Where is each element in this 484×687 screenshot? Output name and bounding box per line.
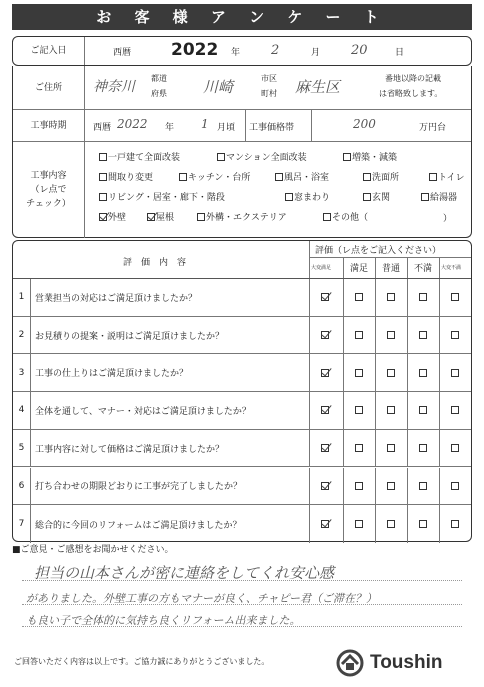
house-icon <box>336 649 364 677</box>
work-option[interactable] <box>99 170 153 183</box>
rating-checkbox[interactable] <box>387 406 395 414</box>
rating-checkbox[interactable] <box>321 520 329 528</box>
checkbox[interactable] <box>363 193 371 201</box>
rating-checkbox[interactable] <box>355 369 363 377</box>
checkbox[interactable] <box>285 193 293 201</box>
rating-column-header: 不満 <box>414 264 433 274</box>
rating-checkbox[interactable] <box>355 444 363 452</box>
question-number: 7 <box>13 505 31 543</box>
period-row <box>13 110 471 142</box>
question-number: 1 <box>13 279 31 316</box>
address-label: ご住所 <box>13 66 85 109</box>
checkbox[interactable] <box>323 213 331 221</box>
rating-checkbox[interactable] <box>451 406 459 414</box>
comment-line-3[interactable]: も良い子で全体的に気持ち良くリフォーム出来ました。 <box>26 614 301 627</box>
rating-checkbox[interactable] <box>419 520 427 528</box>
rating-checkbox[interactable] <box>451 331 459 339</box>
work-option[interactable] <box>217 150 307 163</box>
date-month-unit: 月 <box>311 48 321 58</box>
work-option-label: 洗面所 <box>372 173 400 183</box>
evaluation-table <box>12 240 472 542</box>
rating-checkbox[interactable] <box>387 293 395 301</box>
checkbox[interactable] <box>429 173 437 181</box>
work-option-label: 外壁 <box>108 213 127 223</box>
rating-checkbox[interactable] <box>321 331 329 339</box>
rating-checkbox[interactable] <box>451 482 459 490</box>
address-pref-unit-top: 都道 <box>151 74 167 83</box>
work-option-label: 間取り変更 <box>108 173 154 183</box>
address-city-unit-bottom: 町村 <box>261 89 277 98</box>
work-other-close: ） <box>443 214 453 224</box>
comments-section <box>12 542 472 642</box>
question-text: 総合的に今回のリフォームはご満足頂けましたか？ <box>35 520 242 531</box>
rating-checkbox[interactable] <box>387 520 395 528</box>
price-unit: 万円台 <box>419 123 447 133</box>
work-option-label: マンション全面改装 <box>226 153 307 163</box>
period-month-unit: 月頃 <box>217 123 236 133</box>
work-option-label: 一戸建て全面改装 <box>108 153 181 163</box>
question-row <box>13 317 471 355</box>
date-month[interactable]: 2 <box>271 43 280 58</box>
rating-checkbox[interactable] <box>355 520 363 528</box>
question-row <box>13 392 471 430</box>
work-option[interactable] <box>343 150 397 163</box>
question-text: お見積りの提案・説明はご満足頂けましたか？ <box>35 331 225 342</box>
evaluation-header-left: 評 価 内 容 <box>123 258 187 268</box>
rating-checkbox[interactable] <box>355 293 363 301</box>
work-option-label: 屋根 <box>156 213 175 223</box>
work-option[interactable] <box>99 150 180 163</box>
question-row <box>13 468 471 506</box>
rating-column-header: 満足 <box>350 264 369 274</box>
work-option[interactable] <box>197 210 287 223</box>
work-option-label: 給湯器 <box>430 193 458 203</box>
checkbox[interactable] <box>343 153 351 161</box>
work-option[interactable] <box>363 190 390 203</box>
question-row <box>13 430 471 468</box>
work-option[interactable] <box>429 170 465 183</box>
question-text: 工事内容に対して価格はご満足頂けましたか？ <box>35 444 225 455</box>
address-city[interactable]: 川崎 <box>203 78 234 96</box>
work-option-label: 窓まわり <box>294 193 331 203</box>
work-option[interactable] <box>285 190 330 203</box>
date-day-unit: 日 <box>395 48 405 58</box>
question-row <box>13 505 471 543</box>
rating-checkbox[interactable] <box>355 482 363 490</box>
checkbox[interactable] <box>275 173 283 181</box>
rating-checkbox[interactable] <box>419 369 427 377</box>
work-option[interactable] <box>147 210 174 223</box>
work-label: 工事内容 （レ点で チェック） <box>13 142 85 238</box>
checkbox[interactable] <box>99 213 107 221</box>
work-option[interactable] <box>99 190 225 203</box>
brand-name: Toushin <box>370 652 443 673</box>
date-year: 2022 <box>171 40 219 60</box>
work-option[interactable] <box>99 210 126 223</box>
address-note-line1: 番地以降の記載 <box>385 74 441 83</box>
rating-checkbox[interactable] <box>451 293 459 301</box>
period-label: 工事時期 <box>13 110 85 141</box>
period-year-unit: 年 <box>165 123 175 133</box>
rating-checkbox[interactable] <box>321 482 329 490</box>
period-year[interactable]: 2022 <box>117 117 148 131</box>
question-row <box>13 279 471 317</box>
checkbox[interactable] <box>421 193 429 201</box>
evaluation-header-right: 評価（レ点をご記入ください） <box>315 246 442 256</box>
price-value[interactable]: 200 <box>353 117 376 131</box>
work-option[interactable] <box>323 210 368 223</box>
work-option[interactable] <box>421 190 457 203</box>
rating-checkbox[interactable] <box>387 331 395 339</box>
work-option-label: その他（ <box>332 213 369 223</box>
date-era: 西暦 <box>113 48 132 58</box>
checkbox[interactable] <box>99 173 107 181</box>
rating-checkbox[interactable] <box>419 406 427 414</box>
footer-note: ご回答いただく内容は以上です。ご協力誠にありがとうございました。 <box>14 657 270 666</box>
rating-checkbox[interactable] <box>387 444 395 452</box>
question-text: 工事の仕上りはご満足頂けましたか？ <box>35 369 189 380</box>
date-section <box>12 36 472 66</box>
address-row <box>13 66 471 110</box>
work-option-label: リビング・居室・廊下・階段 <box>108 193 225 203</box>
question-text: 打ち合わせの期限どおりに工事が完了しましたか？ <box>35 482 243 493</box>
info-section <box>12 66 472 238</box>
rating-checkbox[interactable] <box>387 482 395 490</box>
checkbox[interactable] <box>99 153 107 161</box>
rating-column-header: 大変満足 <box>311 265 332 271</box>
date-label: ご記入日 <box>13 37 85 65</box>
work-row <box>13 142 471 238</box>
survey-title: お 客 様 ア ン ケ ー ト <box>12 4 472 30</box>
rating-checkbox[interactable] <box>355 406 363 414</box>
work-option[interactable] <box>363 170 399 183</box>
checkbox[interactable] <box>217 153 225 161</box>
question-row <box>13 354 471 392</box>
checkbox[interactable] <box>197 213 205 221</box>
address-city-unit-top: 市区 <box>261 74 277 83</box>
evaluation-header <box>13 241 471 279</box>
comments-label: ■ご意見・ご感想をお聞かせください。 <box>12 545 174 555</box>
checkbox[interactable] <box>179 173 187 181</box>
work-option[interactable] <box>275 170 329 183</box>
question-text: 全体を通して、マナー・対応はご満足頂けましたか？ <box>35 406 251 417</box>
work-option-label: 増築・減築 <box>352 153 398 163</box>
address-prefecture[interactable]: 神奈川 <box>93 79 135 95</box>
period-month[interactable]: 1 <box>201 117 209 131</box>
question-number: 3 <box>13 354 31 391</box>
checkbox[interactable] <box>99 193 107 201</box>
question-number: 4 <box>13 392 31 429</box>
work-option-label: 外構・エクステリア <box>206 213 287 223</box>
work-option-label: 風呂・浴室 <box>284 173 330 183</box>
rating-checkbox[interactable] <box>387 369 395 377</box>
toushin-logo <box>336 646 472 680</box>
rating-checkbox[interactable] <box>419 293 427 301</box>
address-pref-unit-bottom: 府県 <box>151 89 167 98</box>
question-number: 6 <box>13 468 31 505</box>
address-note-line2: は省略致します。 <box>379 89 443 98</box>
rating-column-header: 大変不満 <box>441 265 462 271</box>
question-number: 2 <box>13 317 31 354</box>
address-ward[interactable]: 麻生区 <box>295 78 341 96</box>
rating-checkbox[interactable] <box>321 293 329 301</box>
period-era: 西暦 <box>93 123 112 133</box>
rating-checkbox[interactable] <box>321 444 329 452</box>
date-day[interactable]: 20 <box>351 43 368 58</box>
work-option-label: キッチン・台所 <box>188 173 251 183</box>
rating-checkbox[interactable] <box>451 369 459 377</box>
rating-checkbox[interactable] <box>321 369 329 377</box>
work-option-label: 玄関 <box>372 193 391 203</box>
question-number: 5 <box>13 430 31 467</box>
rating-checkbox[interactable] <box>355 331 363 339</box>
rating-checkbox[interactable] <box>321 406 329 414</box>
rating-checkbox[interactable] <box>419 331 427 339</box>
work-option[interactable] <box>179 170 250 183</box>
rating-checkbox[interactable] <box>419 444 427 452</box>
question-text: 営業担当の対応はご満足頂けましたか？ <box>35 293 198 304</box>
date-year-unit: 年 <box>231 48 241 58</box>
rating-checkbox[interactable] <box>419 482 427 490</box>
checkbox[interactable] <box>363 173 371 181</box>
comment-line-2[interactable]: がありました。外壁工事の方もマナーが良く、チャピー君（ご滞在？） <box>26 592 378 605</box>
rating-checkbox[interactable] <box>451 520 459 528</box>
work-option-label: トイレ <box>438 173 465 183</box>
rating-checkbox[interactable] <box>451 444 459 452</box>
rating-column-header: 普通 <box>382 264 401 274</box>
comment-line-1[interactable]: 担当の山本さんが密に連絡をしてくれ安心感 <box>34 564 335 582</box>
checkbox[interactable] <box>147 213 155 221</box>
price-label: 工事価格帯 <box>249 123 295 133</box>
